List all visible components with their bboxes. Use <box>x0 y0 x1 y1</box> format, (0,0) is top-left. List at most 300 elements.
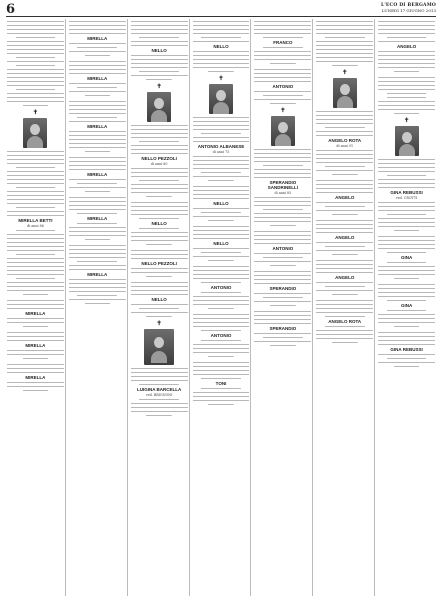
text-line <box>23 357 49 360</box>
text-line <box>131 54 188 57</box>
text-line <box>263 336 303 339</box>
deceased-name: ANGELO ROTA <box>328 138 362 143</box>
text-line <box>131 191 188 194</box>
deceased-name: ANGELO ROTA <box>328 319 362 324</box>
text-line <box>77 294 117 297</box>
newspaper-name: L'ECO DI BERGAMO <box>380 3 436 8</box>
text-line <box>193 58 250 61</box>
text-line <box>131 235 188 238</box>
column-6 <box>315 19 375 596</box>
text-line <box>387 357 427 360</box>
text-line <box>316 231 373 234</box>
text-line <box>85 94 111 97</box>
deceased-name: TONI <box>215 381 227 386</box>
text-line <box>16 229 56 232</box>
text-line <box>131 66 188 69</box>
text-line <box>378 28 435 31</box>
text-line <box>69 24 126 27</box>
obituary-columns <box>6 19 436 596</box>
text-line <box>378 225 435 228</box>
text-line <box>69 268 126 271</box>
text-line <box>69 244 126 247</box>
text-line <box>378 108 435 111</box>
text-line <box>131 74 188 77</box>
obituary-notice <box>7 299 64 328</box>
text-line <box>69 20 126 23</box>
text-line <box>394 70 420 73</box>
text-line <box>131 28 188 31</box>
obituary-notice <box>131 281 188 318</box>
deceased-name: MIRELLA <box>87 172 108 177</box>
column-1 <box>6 19 66 596</box>
text-line <box>378 166 435 169</box>
text-line <box>263 94 303 97</box>
deceased-name: MIRELLA <box>87 76 108 81</box>
deceased-name: MIRELLA <box>25 343 46 348</box>
text-line <box>7 158 64 161</box>
text-line <box>193 32 250 35</box>
text-line <box>378 205 435 208</box>
text-line <box>332 341 358 344</box>
text-line <box>131 293 188 296</box>
text-line <box>193 50 250 53</box>
text-line <box>193 295 250 298</box>
text-line <box>131 406 188 409</box>
text-line <box>193 365 250 368</box>
text-line <box>7 349 64 352</box>
text-line <box>193 247 250 250</box>
text-line <box>69 290 126 293</box>
text-line <box>16 253 56 256</box>
text-line <box>378 265 435 268</box>
text-line <box>146 315 172 318</box>
text-line <box>7 273 64 276</box>
cross-icon: ✝ <box>32 109 38 116</box>
text-line <box>332 213 358 216</box>
text-line <box>139 36 179 39</box>
issue-date: LUNEDÌ 17 GIUGNO 2013 <box>381 8 436 13</box>
text-line <box>7 44 64 47</box>
text-line <box>378 182 435 185</box>
text-line <box>131 209 188 212</box>
text-line <box>254 322 311 325</box>
obituary-notice <box>69 60 126 97</box>
text-line <box>69 28 126 31</box>
text-line <box>131 311 188 314</box>
obituary-notice <box>193 185 250 222</box>
text-line <box>378 201 435 204</box>
text-line <box>378 24 435 27</box>
text-line <box>325 165 365 168</box>
text-line <box>316 20 373 23</box>
text-line <box>378 40 435 43</box>
deceased-name: MIRELLA <box>87 216 108 221</box>
text-line <box>7 194 64 197</box>
text-line <box>193 40 250 43</box>
text-line <box>77 46 117 49</box>
text-line <box>193 265 250 268</box>
deceased-name: NELLO <box>213 44 229 49</box>
text-line <box>7 339 64 342</box>
text-line <box>69 146 126 149</box>
text-line <box>69 160 126 163</box>
text-line <box>193 155 250 158</box>
text-line <box>69 100 126 103</box>
text-line <box>23 104 49 107</box>
text-line <box>201 329 241 332</box>
text-line <box>254 234 311 237</box>
text-line <box>378 331 435 334</box>
text-line <box>387 261 427 264</box>
text-line <box>254 318 311 321</box>
text-line <box>378 54 435 57</box>
portrait-photo <box>333 78 357 108</box>
text-line <box>316 241 373 244</box>
text-line <box>193 128 250 131</box>
text-line <box>378 273 435 276</box>
text-line <box>85 54 111 57</box>
text-line <box>139 307 179 310</box>
text-line <box>69 60 126 63</box>
text-line <box>263 36 303 39</box>
text-line <box>131 375 188 378</box>
obituary-notice <box>254 108 311 227</box>
obituary-notice <box>131 321 188 417</box>
obituary-notice <box>316 299 373 344</box>
text-line <box>316 201 373 204</box>
text-line <box>69 50 126 53</box>
text-line <box>378 158 435 161</box>
text-line <box>7 68 64 71</box>
text-line <box>378 20 435 23</box>
notice-subtitle: di anni 91 <box>336 144 354 148</box>
text-line <box>7 76 64 79</box>
deceased-name: MIRELLA <box>87 124 108 129</box>
text-line <box>325 126 365 129</box>
text-line <box>131 58 188 61</box>
text-line <box>131 213 188 216</box>
text-line <box>208 179 234 182</box>
text-line <box>131 410 188 413</box>
text-line <box>7 241 64 244</box>
text-line <box>378 247 435 250</box>
text-line <box>316 307 373 310</box>
text-line <box>69 138 126 141</box>
text-line <box>131 128 188 131</box>
text-line <box>193 351 250 354</box>
text-line <box>316 329 373 332</box>
text-line <box>7 371 64 374</box>
text-line <box>325 325 365 328</box>
text-line <box>85 150 111 153</box>
text-line <box>316 114 373 117</box>
text-line <box>193 347 250 350</box>
text-line <box>7 20 64 23</box>
text-line <box>69 68 126 71</box>
text-line <box>378 243 435 246</box>
text-line <box>69 90 126 93</box>
obituary-notice <box>7 20 64 107</box>
text-line <box>201 251 241 254</box>
text-line <box>316 223 373 226</box>
text-line <box>316 337 373 340</box>
text-line <box>263 256 303 259</box>
deceased-name: MIRELLA BETTI <box>18 218 53 223</box>
deceased-name: ANTONIO <box>210 285 232 290</box>
text-line <box>7 265 64 268</box>
text-line <box>193 229 250 232</box>
text-line <box>193 391 250 394</box>
text-line <box>131 44 188 47</box>
text-line <box>69 142 126 145</box>
text-line <box>387 92 427 95</box>
text-line <box>316 183 373 186</box>
text-line <box>270 224 296 227</box>
text-line <box>7 178 64 181</box>
text-line <box>394 112 420 115</box>
text-line <box>69 282 126 285</box>
text-line <box>378 162 435 165</box>
text-line <box>69 204 126 207</box>
text-line <box>193 395 250 398</box>
deceased-name: NELLO <box>213 241 229 246</box>
obituary-notice <box>378 118 435 232</box>
text-line <box>378 287 435 290</box>
text-line <box>201 281 241 284</box>
obituary-notice <box>131 20 188 81</box>
text-line <box>7 210 64 213</box>
text-line <box>7 303 64 306</box>
text-line <box>7 92 64 95</box>
text-line <box>139 398 179 401</box>
text-line <box>69 134 126 137</box>
text-line <box>254 242 311 245</box>
text-line <box>193 28 250 31</box>
text-line <box>394 277 420 280</box>
portrait-photo <box>23 118 47 148</box>
text-line <box>7 84 64 87</box>
text-line <box>208 70 234 73</box>
text-line <box>201 36 241 39</box>
portrait-photo <box>144 329 174 365</box>
text-line <box>332 293 358 296</box>
text-line <box>7 335 64 338</box>
text-line <box>16 36 56 39</box>
text-line <box>254 172 311 175</box>
obituary-notice <box>69 244 126 305</box>
text-line <box>254 300 311 303</box>
text-line <box>378 100 435 103</box>
text-line <box>23 293 49 296</box>
text-line <box>316 227 373 230</box>
text-line <box>193 361 250 364</box>
obituary-notice <box>378 20 435 73</box>
text-line <box>378 313 435 316</box>
text-line <box>131 253 188 256</box>
obituary-notice <box>193 313 250 358</box>
column-3 <box>130 19 190 596</box>
text-line <box>254 58 311 61</box>
text-line <box>387 251 427 254</box>
text-line <box>316 122 373 125</box>
obituary-notice <box>316 70 373 176</box>
notice-subtitle: di anni 80 <box>150 162 168 166</box>
text-line <box>201 387 241 390</box>
text-line <box>193 189 250 192</box>
deceased-name: ANTONIO <box>272 246 294 251</box>
deceased-name: MIRELLA <box>87 36 108 41</box>
text-line <box>254 160 311 163</box>
text-line <box>325 205 365 208</box>
text-line <box>131 144 188 147</box>
text-line <box>378 76 435 79</box>
text-line <box>378 186 435 189</box>
text-line <box>69 72 126 75</box>
portrait-photo <box>147 92 171 122</box>
text-line <box>193 24 250 27</box>
deceased-name: ANGELO <box>335 275 355 280</box>
deceased-name: ANGELO <box>396 44 417 49</box>
text-line <box>316 153 373 156</box>
text-line <box>316 303 373 306</box>
text-line <box>378 170 435 173</box>
text-line <box>69 82 126 85</box>
text-line <box>378 66 435 69</box>
text-line <box>254 292 311 295</box>
text-line <box>254 196 311 199</box>
text-line <box>378 283 435 286</box>
text-line <box>193 175 250 178</box>
text-line <box>193 321 250 324</box>
text-line <box>254 68 311 71</box>
text-line <box>131 175 188 178</box>
text-line <box>131 285 188 288</box>
text-line <box>85 190 111 193</box>
text-line <box>316 187 373 190</box>
text-line <box>325 315 365 318</box>
text-line <box>69 264 126 267</box>
text-line <box>131 187 188 190</box>
text-line <box>7 281 64 284</box>
text-line <box>254 24 311 27</box>
deceased-name: NELLO PEZZOLI <box>141 156 177 161</box>
obituary-notice <box>69 100 126 153</box>
text-line <box>131 371 188 374</box>
text-line <box>69 64 126 67</box>
text-line <box>316 52 373 55</box>
text-line <box>131 167 188 170</box>
text-line <box>131 249 188 252</box>
text-line <box>69 32 126 35</box>
text-line <box>201 211 241 214</box>
deceased-name: GINA REBUSSI <box>390 347 423 352</box>
obituary-notice <box>193 76 250 182</box>
text-line <box>131 62 188 65</box>
text-line <box>139 217 179 220</box>
portrait-photo <box>395 126 419 156</box>
notice-subtitle: di anni 86 <box>27 224 44 228</box>
text-line <box>316 40 373 43</box>
text-line <box>131 257 188 260</box>
text-line <box>131 367 188 370</box>
text-line <box>131 267 188 270</box>
text-line <box>263 296 303 299</box>
deceased-name: NELLO <box>151 297 167 302</box>
text-line <box>7 162 64 165</box>
text-line <box>7 154 64 157</box>
text-line <box>16 186 56 189</box>
obituary-notice <box>7 331 64 360</box>
text-line <box>378 343 435 346</box>
text-line <box>254 76 311 79</box>
obituary-notice <box>316 219 373 256</box>
text-line <box>7 170 64 173</box>
deceased-name: NELLO <box>151 48 167 53</box>
text-line <box>7 363 64 366</box>
text-line <box>69 196 126 199</box>
text-line <box>131 271 188 274</box>
text-line <box>193 193 250 196</box>
text-line <box>7 214 64 217</box>
text-line <box>69 186 126 189</box>
obituary-notice <box>69 196 126 241</box>
portrait-photo <box>209 84 233 114</box>
text-line <box>69 252 126 255</box>
text-line <box>193 313 250 316</box>
text-line <box>131 171 188 174</box>
text-line <box>193 167 250 170</box>
obituary-notice <box>193 265 250 310</box>
text-line <box>193 317 250 320</box>
text-line <box>77 222 117 225</box>
text-line <box>16 206 56 209</box>
text-line <box>131 201 188 204</box>
text-line <box>193 197 250 200</box>
text-line <box>16 64 56 67</box>
deceased-name: MIRELLA <box>25 311 46 316</box>
obituary-notice <box>254 270 311 307</box>
text-line <box>131 239 188 242</box>
text-line <box>378 32 435 35</box>
text-line <box>254 252 311 255</box>
obituary-notice <box>378 76 435 115</box>
text-line <box>7 52 64 55</box>
text-line <box>69 230 126 233</box>
text-line <box>254 260 311 263</box>
text-line <box>139 227 179 230</box>
text-line <box>193 140 250 143</box>
text-line <box>193 399 250 402</box>
text-line <box>378 104 435 107</box>
text-line <box>193 62 250 65</box>
text-line <box>193 369 250 372</box>
text-line <box>7 48 64 51</box>
masthead <box>381 3 436 13</box>
text-line <box>254 332 311 335</box>
deceased-name: NELLO PEZZOLI <box>141 261 177 266</box>
text-line <box>378 321 435 324</box>
text-line <box>193 237 250 240</box>
deceased-name: SPERANDIO <box>269 326 297 331</box>
text-line <box>193 215 250 218</box>
text-line <box>193 66 250 69</box>
page-number: 6 <box>6 2 16 17</box>
text-line <box>316 48 373 51</box>
text-line <box>325 36 365 39</box>
cross-icon: ✝ <box>280 107 286 114</box>
text-line <box>316 191 373 194</box>
text-line <box>193 159 250 162</box>
